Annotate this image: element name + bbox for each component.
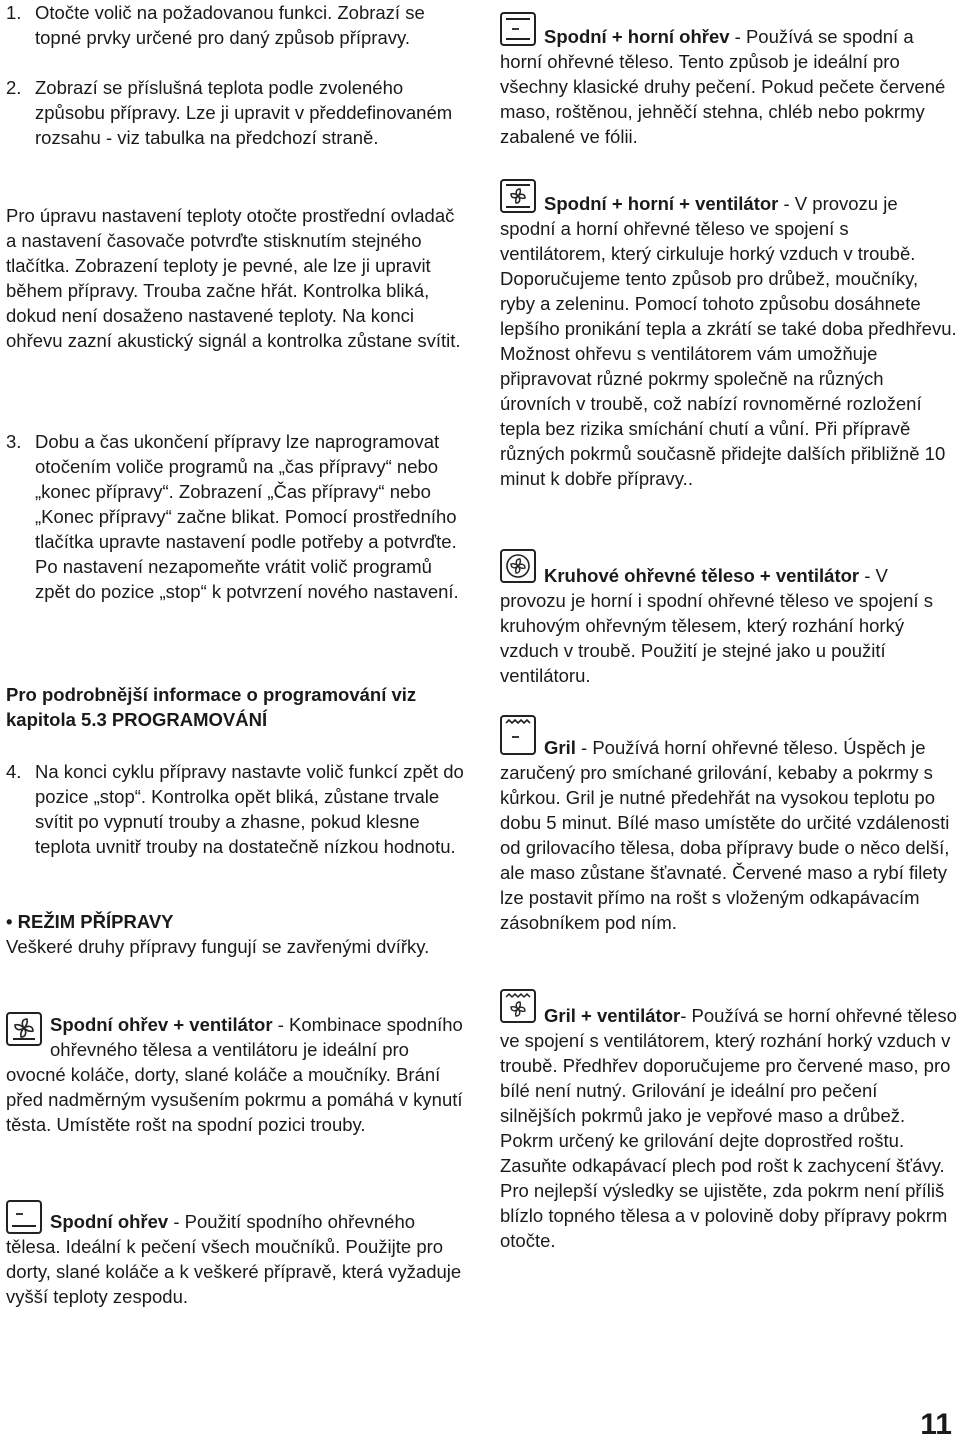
mode-title: Gril — [544, 737, 576, 758]
programming-info-heading: Pro podrobnější informace o programování viz kapitola 5.3 PROGRAMOVÁNÍ — [6, 684, 417, 730]
mode-title: Spodní ohřev — [50, 1211, 169, 1232]
mode-title: Spodní ohřev + ventilátor — [50, 1014, 273, 1035]
mode-bottom-heat — [6, 1209, 468, 1309]
mode-title: Spodní + horní ohřev — [544, 26, 730, 47]
step-number: 4. — [6, 761, 22, 782]
mode-top-bottom-fan — [500, 191, 958, 491]
mode-bottom-heat-fan — [6, 1012, 468, 1137]
mode-description: - Kombinace spodního ohřevného tělesa a ventilátoru je ideální pro ovocné koláče, dorty, slané koláče a moučníky. Brání před nadměrným vysušením pokrmu a pomáhá v kynutí těsta. Umístěte rošt na spodní pozici trouby. — [6, 1014, 463, 1135]
step-3 — [6, 429, 468, 604]
step-text: Na konci cyklu přípravy nastavte volič funkcí zpět do pozice „stop“. Kontrolka opět bliká, zůstane trvale svítit po vypnutí trouby a zhasne, pokud klesne teplota uvnitř trouby na dostatečně nízkou hodnotu. — [35, 761, 464, 857]
mode-description: - Používá se horní ohřevné těleso ve spojení s ventilátorem, který rozhání horký vzduch v troubě. Předhřev doporučujeme pro červené maso, pro bílé není nutný. Grilování je ideální pro pečení silnějších pokrmů jako je vepřové maso a drůbež. Pokrm určený ke grilování dejte doprostřed roštu. Zasuňte odkapávací plech pod rošt k zachycení šťávy. Pro nejlepší výsledky se ujistěte, zda pokrm není příliš blízlo topného tělesa a v polovině doby přípravy pokrm otočte. — [500, 1005, 957, 1251]
grill-icon — [500, 715, 536, 755]
top-bottom-heat-icon — [500, 12, 536, 46]
mode-top-bottom-heat — [500, 24, 958, 149]
step-number: 2. — [6, 77, 22, 98]
mode-description: - V provozu je horní i spodní ohřevné těleso ve spojení s kruhovým ohřevným tělesem, který rozhání horký vzduch v troubě. Použití je stejné jako u použití ventilátoru. — [500, 565, 933, 686]
mode-grill — [500, 735, 958, 935]
mode-grill-fan — [500, 1003, 958, 1253]
grill-fan-icon — [500, 989, 536, 1023]
top-bottom-fan-icon — [500, 179, 536, 213]
step-4 — [6, 759, 468, 859]
cooking-mode-heading: • REŽIM PŘÍPRAVY — [6, 911, 174, 932]
step-text: Otočte volič na požadovanou funkci. Zobrazí se topné prvky určené pro daný způsob přípravy. — [35, 2, 425, 48]
step-number: 3. — [6, 431, 22, 452]
mode-title: Gril + ventilátor — [544, 1005, 681, 1026]
step-text: Zobrazí se příslušná teplota podle zvoleného způsobu přípravy. Lze ji upravit v předdefinovaném rozsahu - viz tabulka na předchozí straně. — [35, 77, 453, 148]
mode-description: - V provozu je spodní a horní ohřevné těleso ve spojení s ventilátorem, který cirkuluje horký vzduch v troubě. Doporučujeme tento způsob pro drůbež, moučníky, ryby a zeleninu. Pomocí tohoto způsobu dosáhnete lepšího pronikání tepla a zkrátí se také doba předhřevu. Možnost ohřevu s ventilátorem vám umožňuje připravovat různé pokrmy společně na různých úrovních v troubě, což nabízí rovnoměrné rozložení tepla bez rizika smíchání chutí a vůní. Při přípravě různých pokrmů současně přidejte dalších přibližně 10 minut k dobře přípravy.. — [500, 193, 957, 489]
mode-description: - Použití spodního ohřevného tělesa. Ideální k pečení všech moučníků. Použijte pro dorty, slané koláče a k veškeré přípravě, která vyžaduje vyšší teploty zespodu. — [6, 1211, 462, 1307]
page-number: 11 — [920, 1408, 952, 1441]
mode-description: - Používá horní ohřevné těleso. Úspěch je zaručený pro smíchané grilování, kebaby a pokrmy s kůrkou. Gril je nutné předehřát na vysokou teplotu po dobu 5 minut. Bílé maso umístěte do určité vzdálenosti od grilovacího tělesa, doba přípravy bude o něco delší, ale maso zůstane šťavnaté. Červené maso a rybí filety lze postavit přímo na rošt s vloženým odkapávacím zásobníkem pod ním. — [500, 737, 950, 933]
step-1 — [6, 0, 468, 50]
mode-title: Kruhové ohřevné těleso + ventilátor — [544, 565, 860, 586]
bottom-heat-fan-icon — [6, 1012, 42, 1046]
step-text: Dobu a čas ukončení přípravy lze naprogramovat otočením voliče programů na „čas přípravy“ nebo „konec přípravy“. Zobrazení „Čas přípravy“ nebo „Konec přípravy“ začne blikat. Pomocí prostředního tlačítka upravte nastavení podle potřeby a potvrďte. Po nastavení nezapomeňte vrátit volič programů zpět do pozice „stop“ k potvrzení nového nastavení. — [35, 431, 459, 602]
cooking-mode-intro: Veškeré druhy přípravy fungují se zavřenými dvířky. — [6, 936, 430, 957]
step-number: 1. — [6, 2, 22, 23]
mode-circular-fan — [500, 563, 958, 688]
step-2 — [6, 75, 468, 150]
mode-title: Spodní + horní + ventilátor — [544, 193, 779, 214]
bottom-heat-icon — [6, 1200, 42, 1234]
mode-description: - Používá se spodní a horní ohřevné těleso. Tento způsob je ideální pro všechny klasické druhy pečení. Pokud pečete červené maso, roštěnou, jehněčí stehna, chléb nebo pokrmy zabalené ve fólii. — [500, 26, 946, 147]
temperature-paragraph: Pro úpravu nastavení teploty otočte prostřední ovladač a nastavení časovače potvrďte stisknutím stejného tlačítka. Zobrazení teploty je pevné, ale lze ji upravit během přípravy. Trouba začne hřát. Kontrolka bliká, dokud není dosaženo nastavené teploty. Na konci ohřevu zazní akustický signál a kontrolka zůstane svítit. — [6, 205, 461, 351]
circular-fan-icon — [500, 549, 536, 583]
